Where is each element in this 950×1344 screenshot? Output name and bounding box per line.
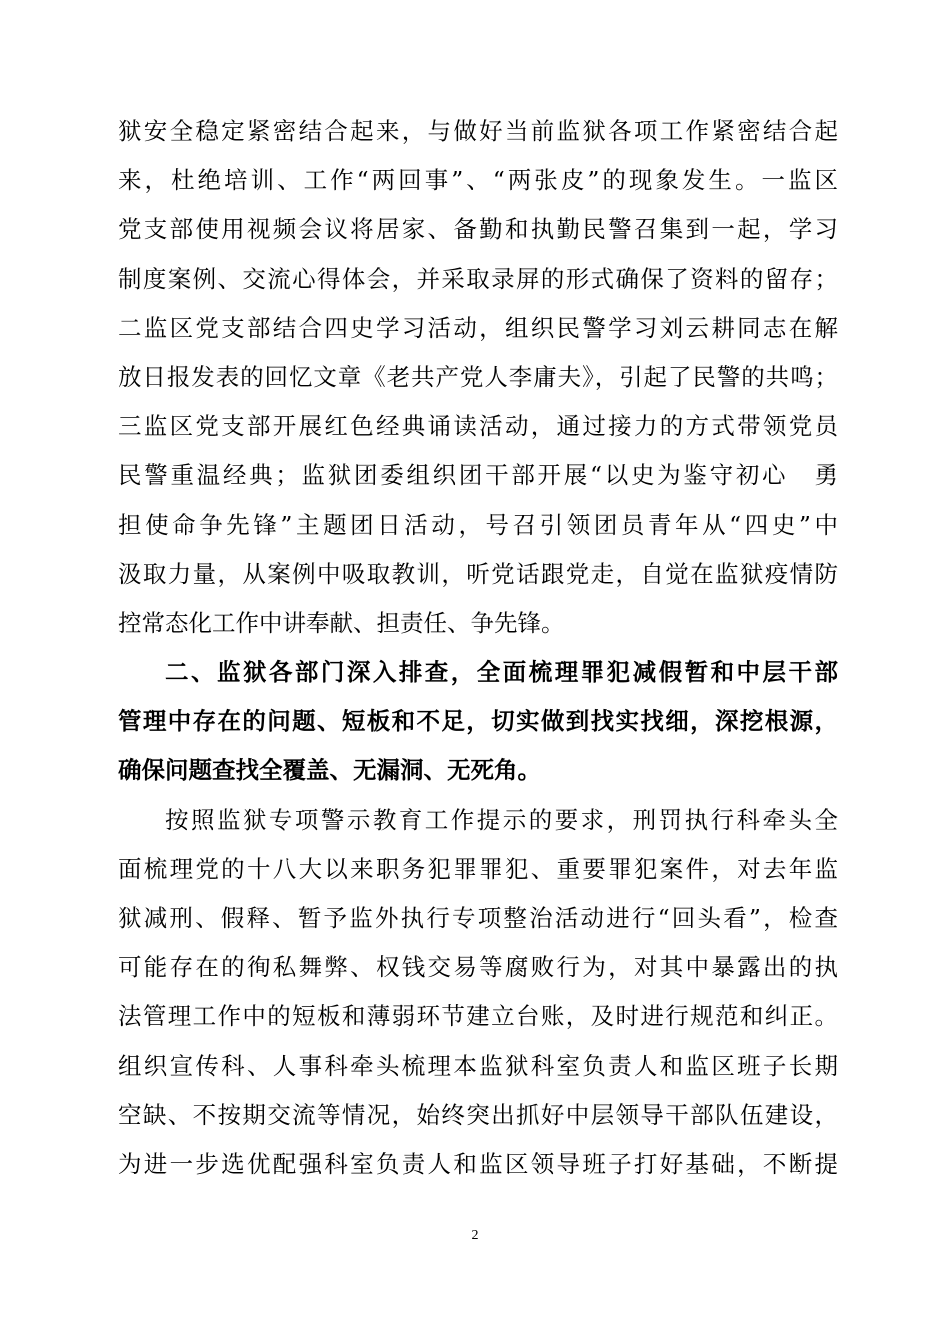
- text-line: 为进一步选优配强科室负责人和监区领导班子打好基础，不断提: [118, 1149, 838, 1178]
- text-line: 担使命争先锋”主题团日活动，号召引领团员青年从“四史”中: [118, 510, 838, 539]
- text-line: 可能存在的徇私舞弊、权钱交易等腐败行为，对其中暴露出的执: [118, 953, 838, 982]
- heading-line: 二、监狱各部门深入排查，全面梳理罪犯减假暂和中层干部: [165, 658, 838, 687]
- document-body: [118, 107, 838, 1189]
- text-line: 汲取力量，从案例中吸取教训，听党话跟党走，自觉在监狱疫情防: [118, 559, 838, 588]
- paragraph-1: [118, 107, 838, 648]
- text-line: 党支部使用视频会议将居家、备勤和执勤民警召集到一起，学习: [118, 215, 838, 244]
- text-line: 三监区党支部开展红色经典诵读活动，通过接力的方式带领党员: [118, 412, 838, 441]
- section-heading: [118, 648, 838, 796]
- text-line: 面梳理党的十八大以来职务犯罪罪犯、重要罪犯案件，对去年监: [118, 854, 838, 883]
- text-line: 组织宣传科、人事科牵头梳理本监狱科室负责人和监区班子长期: [118, 1051, 838, 1080]
- page-number: 2: [471, 1228, 479, 1243]
- text-line: 民警重温经典；监狱团委组织团干部开展“以史为鉴守初心 勇: [118, 461, 838, 490]
- text-line: 二监区党支部结合四史学习活动，组织民警学习刘云耕同志在解: [118, 313, 838, 342]
- heading-line: 管理中存在的问题、短板和不足，切实做到找实找细，深挖根源，: [118, 707, 838, 736]
- text-line: 放日报发表的回忆文章《老共产党人李庸夫》，引起了民警的共鸣；: [118, 362, 838, 391]
- heading-line: 确保问题查找全覆盖、无漏洞、无死角。: [118, 756, 541, 785]
- text-line: 狱减刑、假释、暂予监外执行专项整治活动进行“回头看”，检查: [118, 904, 838, 932]
- paragraph-2: [118, 796, 838, 1190]
- text-line: 制度案例、交流心得体会，并采取录屏的形式确保了资料的留存；: [118, 264, 838, 293]
- text-line: 法管理工作中的短板和薄弱环节建立台账，及时进行规范和纠正。: [118, 1002, 838, 1031]
- text-line: 空缺、不按期交流等情况，始终突出抓好中层领导干部队伍建设，: [118, 1100, 838, 1129]
- text-line: 来，杜绝培训、工作“两回事”、“两张皮”的现象发生。一监区: [118, 166, 838, 195]
- text-line: 控常态化工作中讲奉献、担责任、争先锋。: [118, 608, 565, 637]
- text-line: 狱安全稳定紧密结合起来，与做好当前监狱各项工作紧密结合起: [118, 117, 838, 145]
- text-line: 按照监狱专项警示教育工作提示的要求，刑罚执行科牵头全: [165, 805, 838, 834]
